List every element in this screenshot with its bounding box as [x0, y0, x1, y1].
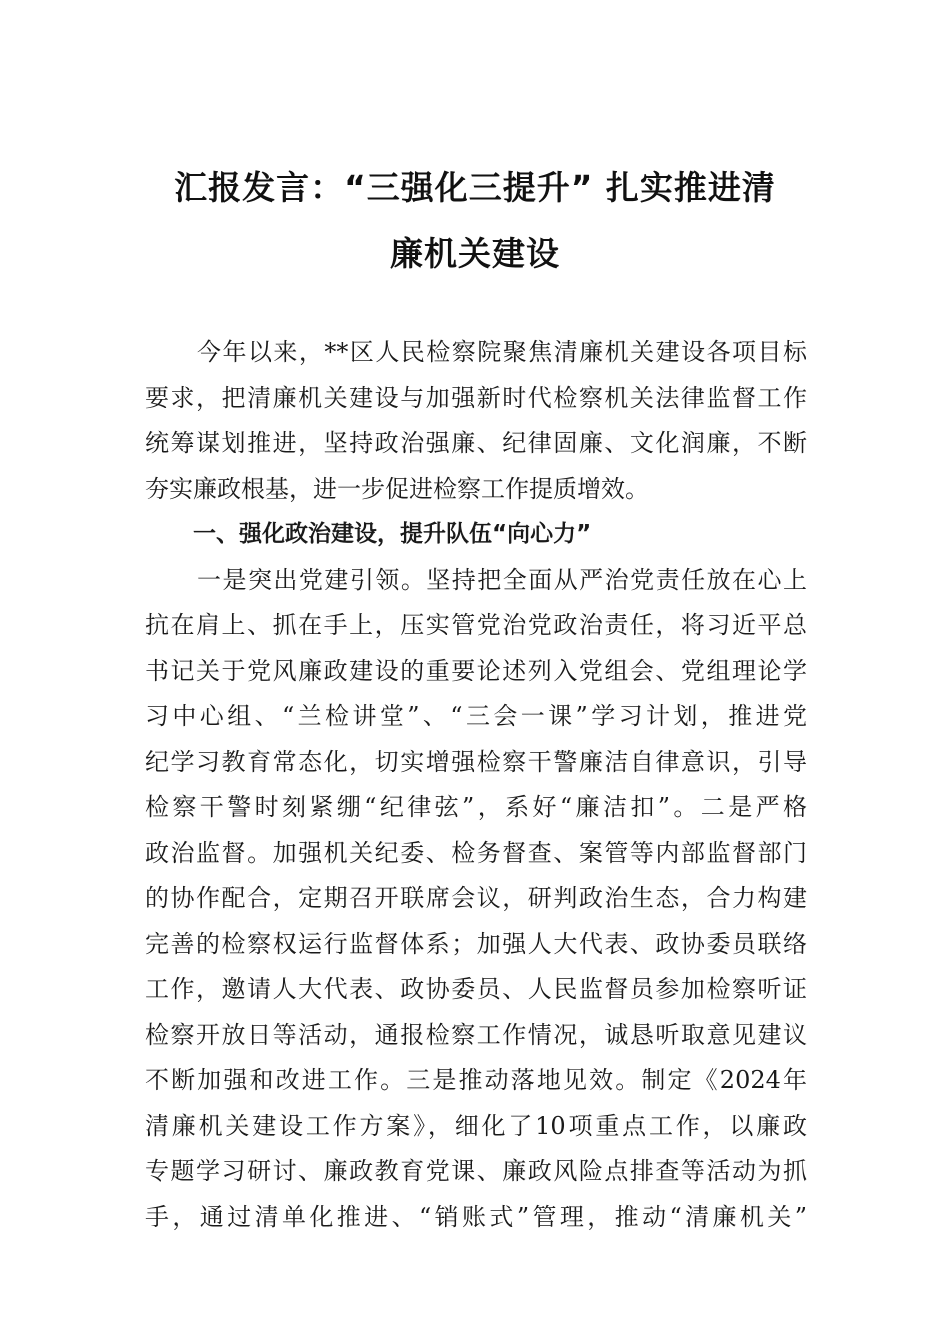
intro-line: 要求，把清廉机关建设与加强新时代检察机关法律监督工作 [145, 383, 807, 412]
section-line: 一是突出党建引领。坚持把全面从严治党责任放在心上 [197, 565, 807, 594]
section-line: 完善的检察权运行监督体系；加强人大代表、政协委员联络 [145, 929, 807, 958]
section-line: 不断加强和改进工作。三是推动落地见效。制定《2024年 [145, 1066, 807, 1094]
intro-line: 今年以来，**区人民检察院聚焦清廉机关建设各项目标 [197, 338, 807, 366]
document-body [145, 330, 807, 1240]
section-line: 手，通过清单化推进、“销账式”管理，推动“清廉机关” [145, 1202, 807, 1231]
section-line: 检察开放日等活动，通报检察工作情况，诚恳听取意见建议 [145, 1020, 807, 1049]
section-line: 专题学习研讨、廉政教育党课、廉政风险点排查等活动为抓 [145, 1157, 807, 1185]
section-line: 的协作配合，定期召开联席会议，研判政治生态，合力构建 [145, 884, 807, 912]
section-heading: 一、强化政治建设，提升队伍“向心力” [193, 521, 592, 547]
document-title-line-2: 廉机关建设 [390, 234, 560, 273]
section-line: 抗在肩上、抓在手上，压实管党治党政治责任，将习近平总 [145, 611, 807, 639]
section-line: 检察干警时刻紧绷“纪律弦”，系好“廉洁扣”。二是严格 [145, 793, 807, 821]
intro-line: 夯实廉政根基，进一步促进检察工作提质增效。 [145, 474, 649, 503]
section-line: 清廉机关建设工作方案》，细化了10项重点工作，以廉政 [145, 1111, 807, 1140]
section-line: 工作，邀请人大代表、政协委员、人民监督员参加检察听证 [145, 975, 807, 1003]
section-line: 书记关于党风廉政建设的重要论述列入党组会、党组理论学 [145, 656, 807, 685]
section-line: 政治监督。加强机关纪委、检务督查、案管等内部监督部门 [145, 838, 807, 867]
section-line: 纪学习教育常态化，切实增强检察干警廉洁自律意识，引导 [145, 747, 807, 776]
section-line: 习中心组、“兰检讲堂”、“三会一课”学习计划，推进党 [145, 702, 807, 730]
document-title-line-1: 汇报发言：“三强化三提升” 扎实推进清 [174, 168, 776, 207]
intro-line: 统筹谋划推进，坚持政治强廉、纪律固廉、文化润廉，不断 [145, 429, 807, 457]
